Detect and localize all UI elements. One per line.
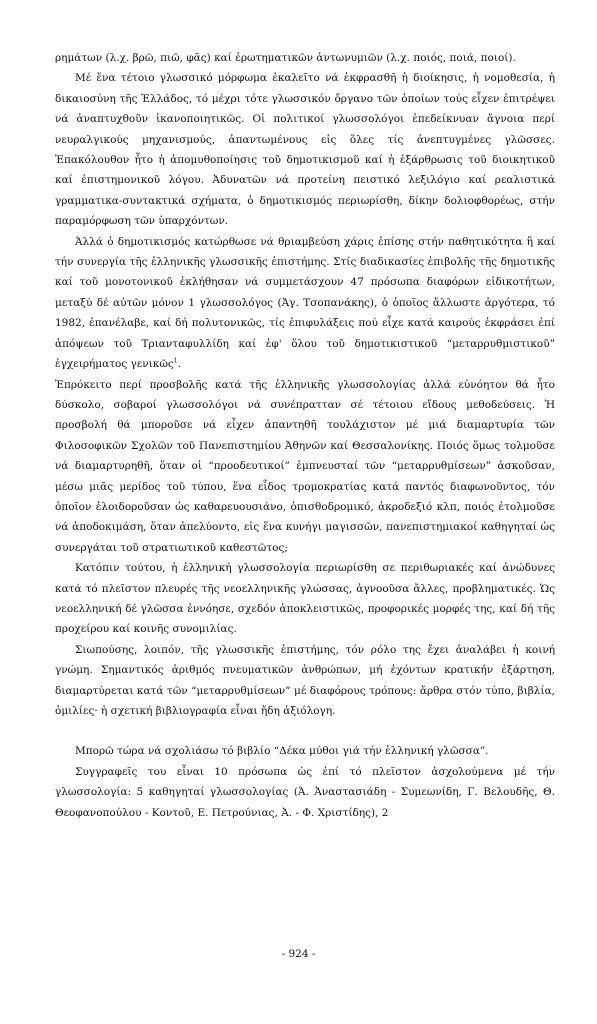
footnote-marker[interactable]: 1 bbox=[173, 357, 178, 365]
paragraph-7: Μπορῶ τώρα νά σχολιάσω τό βιβλίο “Δέκα μύθοι γιά τήν ἑλληνική γλῶσσα”. bbox=[75, 745, 489, 758]
paragraph-3-trail: . bbox=[177, 358, 181, 371]
paragraph-2: Μέ ἕνα τέτοιο γλωσσικό μόρφωμα ἐκαλεῖτο νά ἐκφρασθῆ ἡ διοίκησις, ἡ νομοθεσία, ἡ δικαιοσύνη τῆς Ἑλλάδος, τό μέχρι τότε γλωσσικόν ὄργανο τῶν ὁποίων τούς εἶχεν ἐπιτρέψει νά ἀναπτυχθοῦν ἱκανοποιητικῶς. Οἱ πολιτικοί γλωσσολόγοι ἐπεδείκνυαν ἄγνοια περί νευραλγικούς μηχανισμούς, ἀπαντωμένους εἰς ὅλες τίς ἀνεπτυγμένες γλῶσσες. Ἐπακόλουθον ἦτο ἡ ἀπομυθοποίησις τοῦ δημοτικισμοῦ καί ἡ ἐξάρθρωσις τοῦ διοικητικοῦ καί ἐπιστημονικοῦ λόγου. Ἀδυνατῶν νά προτείνη πειστικό λεξιλόγιο καί ρεαλιστικά γραμματικα-συντακτικά σχήματα, ὁ δημοτικισμός περιωρίσθη, δίκην δολιοφθορέως, στήν παραμόρφωση τῶν ὑπαρχόντων. bbox=[55, 72, 555, 228]
paragraph-5: Κατόπιν τούτου, ἡ ἑλληνική γλωσσολογία περιωρίσθη σε περιθωριακές καί ἀνώδυνες κατά τό πλεῖστον πλευρές τῆς νεοελληνικῆς γλώσσας, ἀγνοοῦσα ἄλλες, προβληματικές. Ὡς νεοελληνική δέ γλῶσσα ἐννόησε, σχεδόν ἀποκλειστικῶς, προφορικές μορφές της, καί δή τῆς προχείρου καί κοινῆς συνομιλίας. bbox=[55, 562, 555, 636]
page-number: - 924 - bbox=[281, 948, 316, 960]
paragraph-3 bbox=[55, 232, 555, 375]
paragraph-3-text: Ἀλλά ὁ δημοτικισμός κατώρθωσε νά θριαμβεύση χάρις ἐπίσης στήν παθητικότητα ἢ καί τήν συνεργία τῆς ἑλληνικῆς γλωσσικῆς ἐπιστήμης. Στίς διαδικασίες ἐπιβολῆς τῆς δημοτικῆς καί τοῦ μονοτονικοῦ ἐκλήθησαν νά συμμετάσχουν 47 πρόσωπα διαφόρων εἰδικοτήτων, μεταξύ δέ αὐτῶν μόνον 1 γλωσσολόγος (Ἀγ. Τσοπανάκης), ὁ ὁποῖος ἄλλωστε ἀργότερα, τό 1982, ἐπανέλαβε, καί δή πολυτονικῶς, τίς ἐπιφυλάξεις πού εἶχε κατά καιρούς ἐκφράσει ἐπί ἀπόψεων τοῦ Τριανταφυλλίδη καί ἐφ' ὅλου τοῦ δημοτικιστικοῦ “μεταρρυθμιστικοῦ” ἐγχειρήματος γενικῶς bbox=[55, 235, 555, 371]
paragraph-4: Ἐπρόκειτο περί προσβολῆς κατά τῆς ἑλληνικῆς γλωσσολογίας ἀλλά εὐνόητον θά ἦτο δύσκολο, σοβαροί γλωσσολόγοι νά συνέπρατταν σέ τέτοιου εἴδους μεθοδεύσεις. Ἡ προσβολή θά μποροῦσε νά εἶχεν ἀπαντηθῆ τουλάχιστον μέ μιά διαμαρτυρία τῶν Φιλοσοφικῶν Σχολῶν τοῦ Πανεπιστημίου Ἀθηνῶν καί Θεσσαλονίκης. Ποιός ὅμως τολμοῦσε νά διαμαρτυρηθῆ, ὅταν οἱ “προοδευτικοί” ἐμπνευσταί τῶν “μεταρρυθμίσεων” ἀσκοῦσαν, μέσω μιᾶς μερίδος τοῦ τύπου, ἕνα εἶδος τρομοκρατίας κατά παντός διαφωνοῦντος, τόν ὁποῖον ἐλοιδοροῦσαν ὡς καθαρευουσιάνο, ὀπισθοδρομικό, ἀκροδεξιό κλπ, ποιός ἐτολμοῦσε νά ἀποδοκιμάση, ὅταν ἀπελύοντο, εἰς ἕνα κυνήγι μαγισσῶν, πανεπιστημιακοί καθηγηταί ὡς συνεργάται τοῦ στρατιωτικοῦ καθεστῶτος; bbox=[55, 378, 555, 554]
paragraph-8: Συγγραφεῖς του εἶναι 10 πρόσωπα ὡς ἐπί τό πλεῖστον ἀσχολούμενα μέ τήν γλωσσολογία: 5 καθηγηταί γλωσσολογίας (Ἀ. Ἀναστασιάδη - Συμεωνίδη, Γ. Βελουδῆς, Θ. Θεοφανοπούλου - Κοντοῦ, Ε. Πετρούνιας, Ἀ. - Φ. Χριστίδης), 2 bbox=[55, 765, 555, 819]
body-text bbox=[55, 48, 555, 823]
paragraph-6: Σιωπούσης, λοιπόν, τῆς γλωσσικῆς ἐπιστήμης, τόν ρόλο της ἔχει ἀναλάβει ἡ κοινή γνώμη. Σημαντικός ἀριθμός πνευματικῶν ἀνθρώπων, μή ἐχόντων κρατικήν ἐξάρτηση, διαμαρτύρεται κατά τῶν “μεταρρυθμίσεων” μέ διαφόρους τρόπους: ἄρθρα στόν τύπο, βιβλία, ὁμιλίες· ἡ σχετική βιβλιογραφία εἶναι ἤδη ἀξιόλογη. bbox=[55, 643, 555, 717]
paragraph-1: ρημάτων (λ.χ. βρῶ, πιῶ, φᾶς) καί ἐρωτηματικῶν ἀντωνυμιῶν (λ.χ. ποιός, ποιά, ποιοί). bbox=[55, 52, 516, 64]
